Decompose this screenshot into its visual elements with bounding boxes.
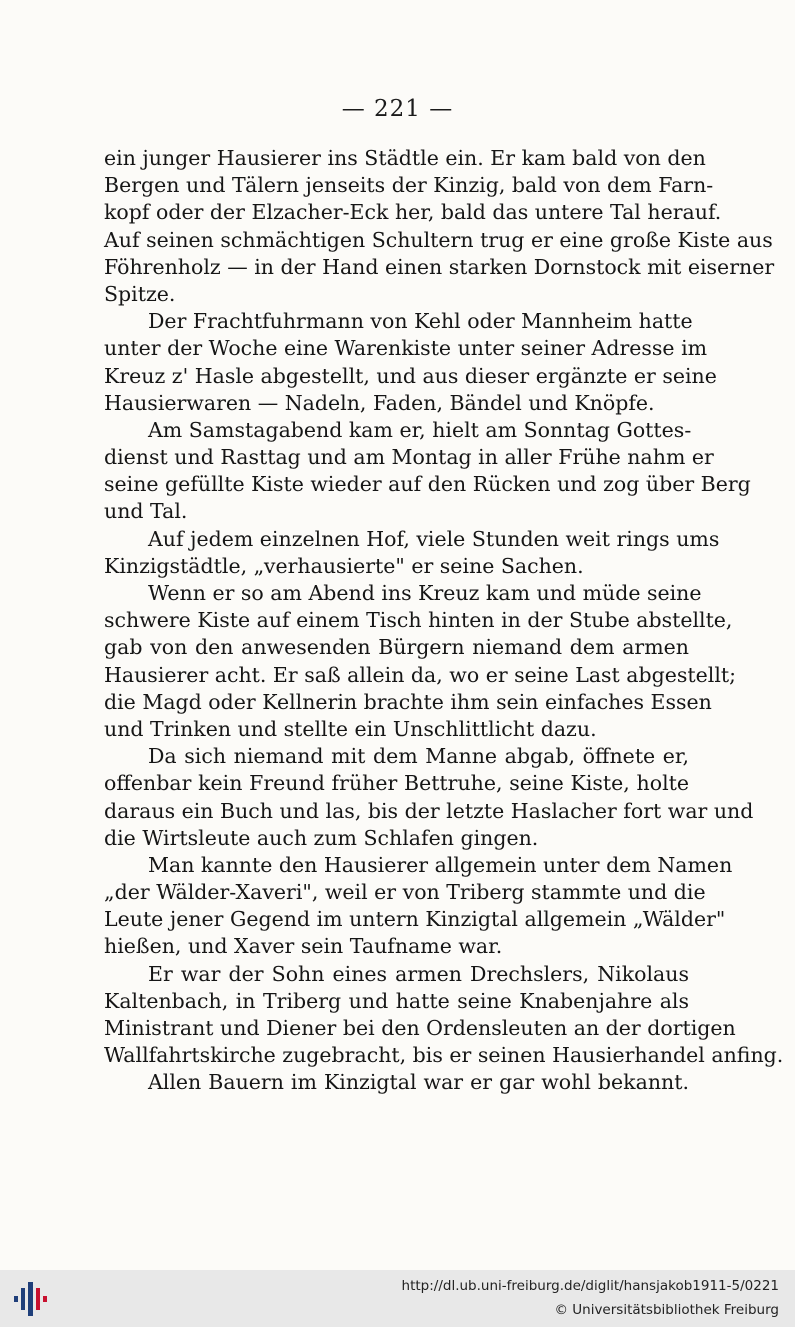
text-line: Hausierwaren — Nadeln, Faden, Bändel und Knöpfe.	[104, 390, 655, 415]
permalink-link[interactable]: http://dl.ub.uni-freiburg.de/diglit/hansjakob1911-5/0221	[401, 1278, 779, 1294]
copyright-notice: © Universitätsbibliothek Freiburg	[554, 1302, 779, 1318]
text-line: daraus ein Buch und las, bis der letzte Haslacher fort war und	[104, 798, 754, 823]
viewer-footer	[0, 1270, 795, 1327]
text-line: Kinzigstädtle, „verhausierte" er seine Sachen.	[104, 553, 584, 578]
text-line: Kaltenbach, in Triberg und hatte seine Knabenjahre als	[104, 988, 689, 1013]
text-line: Bergen und Tälern jenseits der Kinzig, bald von dem Farn-	[104, 173, 714, 198]
page-number: — 221 —	[341, 96, 454, 122]
text-line: Auf jedem einzelnen Hof, viele Stunden weit rings ums	[148, 526, 720, 551]
text-line: die Wirtsleute auch zum Schlafen gingen.	[104, 825, 539, 850]
text-line: unter der Woche eine Warenkiste unter seiner Adresse im	[104, 336, 708, 361]
text-line: Am Samstagabend kam er, hielt am Sonntag Gottes-	[148, 417, 692, 442]
body-text	[104, 145, 784, 1097]
text-line: Föhrenholz — in der Hand einen starken Dornstock mit eiserner	[104, 254, 775, 279]
text-line: und Trinken und stellte ein Unschlittlicht dazu.	[104, 716, 597, 741]
text-line: Er war der Sohn eines armen Drechslers, Nikolaus	[148, 961, 689, 986]
text-line: hießen, und Xaver sein Taufname war.	[104, 934, 503, 959]
text-line: Auf seinen schmächtigen Schultern trug er eine große Kiste aus	[104, 227, 773, 252]
library-logo-icon	[10, 1278, 52, 1320]
text-line: seine gefüllte Kiste wieder auf den Rücken und zog über Berg	[104, 472, 751, 497]
text-line: Da sich niemand mit dem Manne abgab, öffnete er,	[148, 744, 689, 769]
text-line: Allen Bauern im Kinzigtal war er gar wohl bekannt.	[148, 1070, 689, 1095]
text-line: Ministrant und Diener bei den Ordensleuten an der dortigen	[104, 1016, 736, 1040]
text-line: Man kannte den Hausierer allgemein unter dem Namen	[148, 852, 733, 877]
text-line: offenbar kein Freund früher Bettruhe, seine Kiste, holte	[104, 771, 689, 796]
text-line: Hausierer acht. Er saß allein da, wo er seine Last abgestellt;	[104, 662, 737, 687]
text-line: „der Wälder-Xaveri", weil er von Triberg stammte und die	[104, 880, 706, 905]
text-line: Leute jener Gegend im untern Kinzigtal allgemein „Wälder"	[104, 907, 726, 932]
text-line: Der Frachtfuhrmann von Kehl oder Mannheim hatte	[148, 309, 693, 334]
text-line: Wallfahrtskirche zugebracht, bis er seinen Hausierhandel anfing.	[104, 1043, 784, 1068]
text-line: dienst und Rasttag und am Montag in aller Frühe nahm er	[104, 445, 714, 470]
text-line: die Magd oder Kellnerin brachte ihm sein einfaches Essen	[104, 689, 712, 714]
text-line: Kreuz z' Hasle abgestellt, und aus dieser ergänzte er seine	[104, 363, 717, 388]
text-line: und Tal.	[104, 499, 188, 524]
text-line: ein junger Hausierer ins Städtle ein. Er kam bald von den	[104, 146, 706, 170]
text-line: Wenn er so am Abend ins Kreuz kam und müde seine	[148, 581, 702, 605]
text-line: kopf oder der Elzacher-Eck her, bald das untere Tal herauf.	[104, 200, 722, 225]
text-line: gab von den anwesenden Bürgern niemand dem armen	[104, 635, 689, 660]
text-line: Spitze.	[104, 281, 176, 306]
text-line: schwere Kiste auf einem Tisch hinten in der Stube abstellte,	[104, 608, 733, 633]
